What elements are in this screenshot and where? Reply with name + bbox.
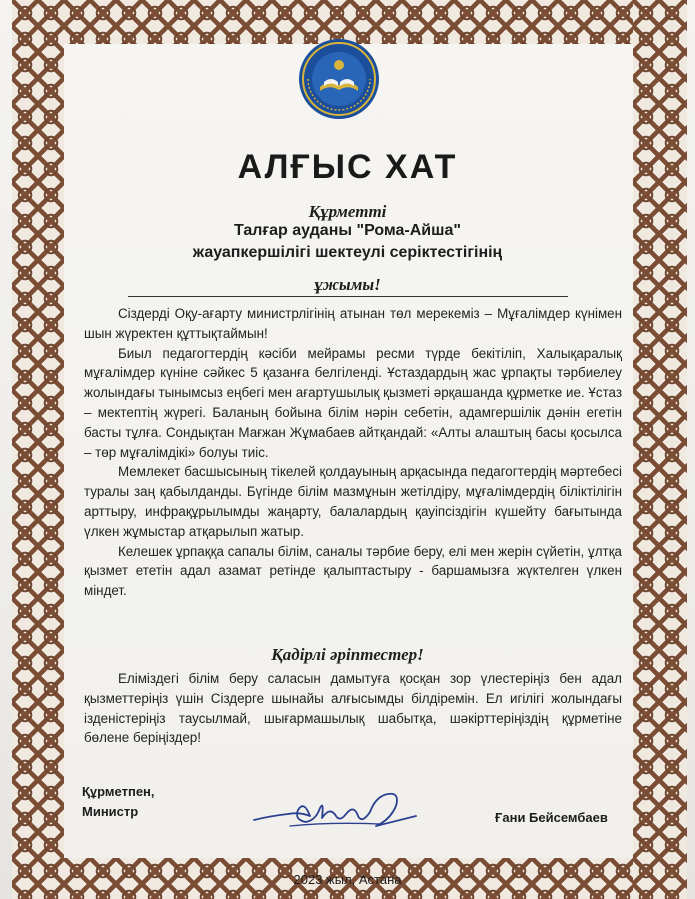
sign-position: Министр xyxy=(82,804,139,819)
letter-body xyxy=(84,304,622,601)
place-date: 2023 жыл, Астана xyxy=(293,872,402,887)
paragraph: Биыл педагогтердің кәсіби мейрамы ресми түрде бекітіліп, Халықаралық мұғалімдер күніне сәйкес 5 қазанға белгіленді. Ұстаздардың жас ұрпақты тәрбиелеу жолындағы тынымсыз еңбегі мен ағартушылық қызметі әрқашанда құрметке ие. Ұстаз – мектептің жүрегі. Баланың бойына білім нәрін себетін, адамгершілік дәнін егетін басты тұлға. Сондықтан Мағжан Жұмабаев айтқандай: «Алты алаштың басы қосылса – төр мұғалімдікі» болуы тиіс. xyxy=(84,345,622,460)
paragraph: Мемлекет басшысының тікелей қолдауының арқасында педагогтердің мәртебесі туралы заң қабылданды. Бүгінде білім мазмұнын жетілдіру, мұғалімдердің біліктілігін арттыру, инфрақұрылымды жаңарту, балалардың қауіпсіздігін күшейту бағытында үлкен жұмыстар атқарылып жатыр. xyxy=(84,464,622,539)
signature-block-left xyxy=(82,782,155,822)
recipient-line-1: Талғар ауданы "Рома-Айша" xyxy=(234,222,461,239)
closing-body xyxy=(84,669,622,748)
paragraph: Келешек ұрпаққа сапалы білім, саналы тәрбие беру, елі мен жерін сүйетін, ұлтқа қызмет ететін адал азамат ретінде қалыптастыру - баршамызға жүктелген үлкен міндет. xyxy=(84,543,622,599)
divider-line xyxy=(128,296,568,297)
ornament-border-left xyxy=(12,0,64,899)
salutation-respected: Құрметті xyxy=(308,202,387,221)
ministry-emblem-icon xyxy=(298,38,380,120)
handwritten-signature xyxy=(250,786,420,836)
sign-regards: Құрметпен, xyxy=(82,784,155,799)
minister-name: Ғани Бейсембаев xyxy=(495,810,608,825)
ornament-border-right xyxy=(633,0,687,899)
recipient-team: ұжымы! xyxy=(314,275,381,294)
recipient-line-2: жауапкершілігі шектеулі серіктестігінің xyxy=(192,244,503,261)
document-title: АЛҒЫС ХАТ xyxy=(237,148,458,186)
paragraph: Сіздерді Оқу-ағарту министрлігінің атынан төл мерекеміз – Мұғалімдер күнімен шын жүректен құттықтаймын! xyxy=(84,306,622,341)
closing-paragraph: Еліміздегі білім беру саласын дамытуға қосқан зор үлестеріңіз бен адал қызметтеріңіз үшін Сіздерге шынайы алғысымды білдіремін. Ел игілігі жолындағы ізденістеріңіз таусылмай, шығармашылық шабытқа, шәкірттеріңіздің құрметіне бөлене беріңіздер! xyxy=(84,671,622,746)
greeting-colleagues: Қадірлі әріптестер! xyxy=(271,645,424,664)
